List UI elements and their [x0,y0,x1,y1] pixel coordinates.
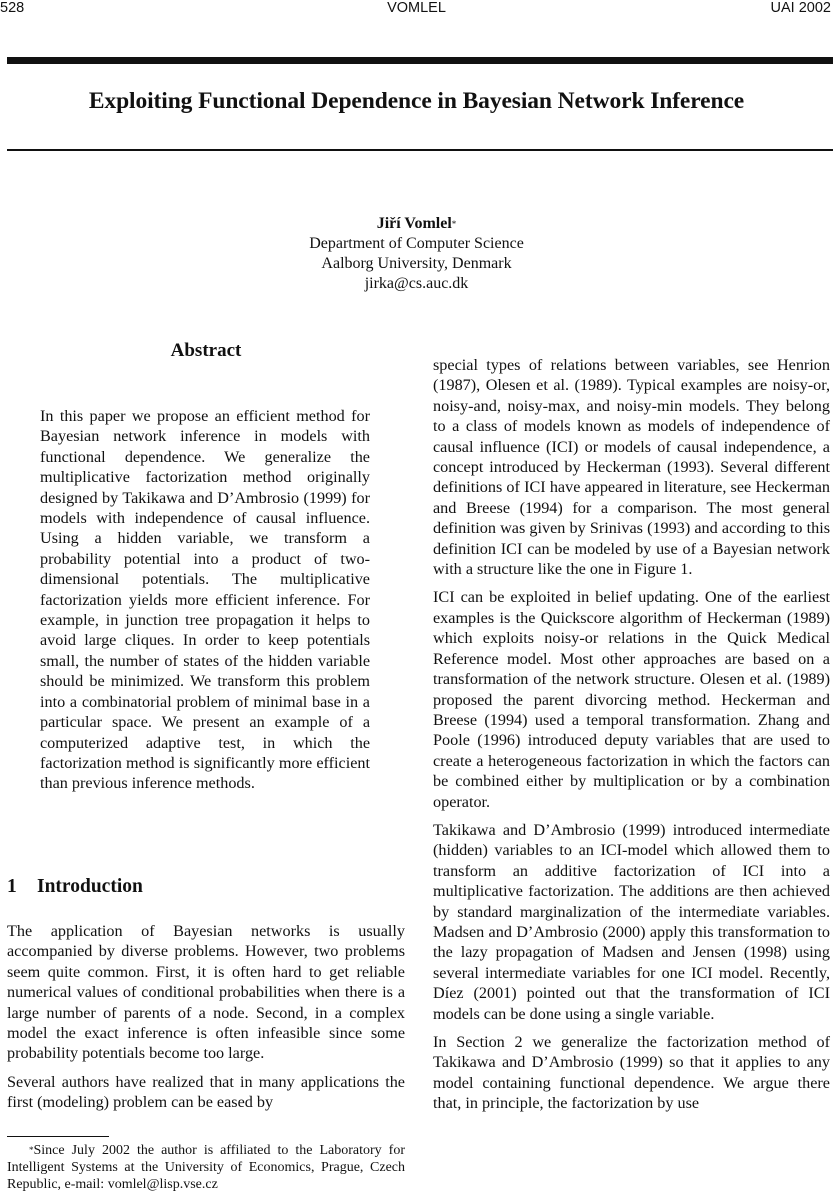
paragraph: The application of Bayesian networks is usually accompanied by diverse problems. However, two problems seem quite common. First, it is often hard to get reliable numerical values of conditional probabilities when there is a large number of parents of a node. Second, in a complex model the exact inference is often infeasible since some probability potentials become too large. [7,922,405,1063]
paragraph: Takikawa and D’Ambrosio (1999) introduced intermediate (hidden) variables to an ICI-model which allowed them to transform an additive factorization of ICI into a multiplicative factorization. The additions are then achieved by standard marginalization of the intermediate variables. Madsen and D’Ambrosio (2000) apply this transformation to the lazy propagation of Madsen and Jensen (1998) using several intermediate variables for one ICI model. Recently, Díez (2001) pointed out that the transformation of ICI models can be done using a single variable. [433,820,830,1023]
title-rule-top [7,57,833,64]
paragraph: ICI can be exploited in belief updating. One of the earliest examples is the Quickscore algorithm of Heckerman (1989) which exploits noisy-or relations in the Quick Medical Reference model. Most other approaches are based on a transformation of the network structure. Olesen et al. (1989) proposed the parent divorcing method. Heckerman and Breese (1994) used a temporal transformation. Zhang and Poole (1996) introduced deputy variables that are used to create a heterogeneous factorization in which the factors can be combined either by multiplication or by a combination operator. [433,588,830,811]
footnote-rule [7,1136,109,1137]
running-head-venue: UAI 2002 [770,0,831,16]
author-footnote-mark: * [451,219,457,229]
right-column [433,355,830,1114]
paragraph: In Section 2 we generalize the factorization method of Takikawa and D’Ambrosio (1999) so that it applies to any model containing functional dependence. We argue there that, in principle, the factorization by use [433,1033,830,1113]
author-block [0,214,833,294]
author-line [0,214,833,234]
running-head [0,0,833,20]
author-department: Department of Computer Science [309,235,524,252]
page-number: 528 [0,0,25,16]
section-heading-introduction [7,876,143,898]
paragraph: Several authors have realized that in many applications the first (modeling) problem can be eased by [7,1072,405,1112]
footnote [7,1142,405,1193]
running-head-author: VOMLEL [387,0,446,16]
footnote-mark: * [29,1145,34,1155]
paper-title: Exploiting Functional Dependence in Bayesian Network Inference [88,88,745,114]
section-number: 1 [7,876,17,897]
author-university: Aalborg University, Denmark [321,255,512,272]
author-name: Jiří Vomlel [376,215,452,232]
paragraph: special types of relations between variables, see Henrion (1987), Olesen et al. (1989). Typical examples are noisy-or, noisy-and, noisy-max, and noisy-min models. They belong to a class of models known as models of independence of causal influence (ICI) or models of causal independence, a concept introduced by Heckerman (1993). Several different definitions of ICI have appeared in literature, see Heckerman and Breese (1994) for a comparison. The most general definition was given by Srinivas (1993) and according to this definition ICI can be modeled by use of a Bayesian network with a structure like the one in Figure 1. [433,356,830,579]
abstract-heading: Abstract [170,340,242,361]
abstract-text: In this paper we propose an efficient method for Bayesian network inference in models with functional dependence. We generalize the multiplicative factorization method originally designed by Takikawa and D’Ambrosio (1999) for models with independence of causal influence. Using a hidden variable, we transform a probability potential into a product of two-dimensional potentials. The multiplicative factorization yields more efficient inference. For example, in junction tree propagation it helps to avoid large cliques. In order to keep potentials small, the number of states of the hidden variable should be minimized. We transform this problem into a combinatorial problem of minimal base in a particular space. We present an example of a computerized adaptive test, in which the factorization method is significantly more efficient than previous inference methods. [40,407,370,793]
introduction-body [7,921,405,1113]
section-title: Introduction [37,876,143,897]
footnote-text: Since July 2002 the author is affiliated to the Laboratory for Intelligent Systems at the University of Economics, Prague, Czech Republic, e-mail: vomlel@lisp.vse.cz [7,1143,405,1192]
title-rule-bottom [7,149,833,151]
author-email: jirka@cs.auc.dk [364,275,469,292]
